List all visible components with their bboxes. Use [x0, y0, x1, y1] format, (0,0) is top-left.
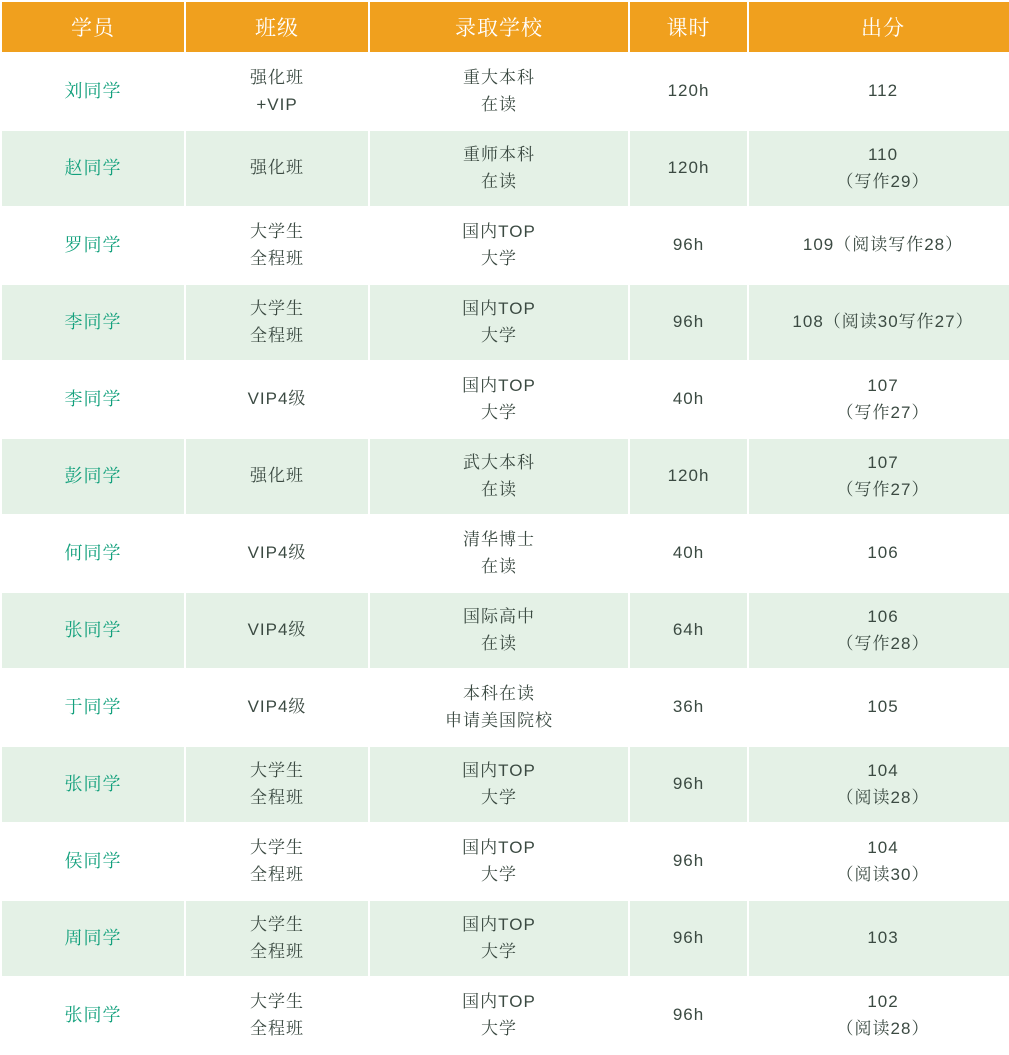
cell-class-line: 全程班: [250, 325, 304, 345]
table-row: [2, 593, 1009, 668]
table-row: [2, 670, 1009, 745]
cell-class-line: VIP4级: [247, 389, 307, 409]
cell-class-line: 全程班: [250, 864, 304, 884]
cell-school-line: 重大本科: [463, 68, 535, 88]
cell-score: [749, 670, 1009, 745]
cell-student-name: 赵同学: [2, 131, 184, 206]
cell-hours: 64h: [630, 593, 747, 668]
cell-class-line: 大学生: [250, 992, 304, 1012]
cell-school: [370, 593, 628, 668]
column-header-school: 录取学校: [370, 2, 628, 52]
cell-student-name: 张同学: [2, 593, 184, 668]
cell-school-line: 国内TOP: [462, 376, 536, 396]
cell-score: [749, 131, 1009, 206]
cell-school-line: 国内TOP: [462, 222, 536, 242]
cell-score: [749, 516, 1009, 591]
cell-student-name: 于同学: [2, 670, 184, 745]
cell-school-line: 武大本科: [463, 453, 535, 473]
cell-class-line: 全程班: [250, 248, 304, 268]
table-row: [2, 978, 1009, 1053]
cell-score-line: 108（阅读30写作27）: [792, 312, 974, 332]
cell-school-line: 在读: [481, 479, 517, 499]
cell-school-line: 国内TOP: [462, 761, 536, 781]
cell-class-line: 全程班: [250, 941, 304, 961]
cell-hours: 96h: [630, 978, 747, 1053]
cell-school-line: 本科在读: [463, 684, 535, 704]
cell-score: [749, 747, 1009, 822]
cell-school-line: 国内TOP: [462, 992, 536, 1012]
cell-score-line: 106: [867, 607, 899, 627]
table-row: [2, 54, 1009, 129]
cell-hours: 40h: [630, 362, 747, 437]
cell-school-line: 清华博士: [463, 530, 535, 550]
cell-class-line: 大学生: [250, 222, 304, 242]
cell-school: [370, 54, 628, 129]
cell-student-name: 何同学: [2, 516, 184, 591]
table-row: [2, 131, 1009, 206]
cell-score-line: 104: [867, 761, 899, 781]
table-header: [2, 2, 1009, 52]
cell-score-line: 107: [867, 376, 899, 396]
cell-school-line: 大学: [481, 325, 517, 345]
cell-class-line: 大学生: [250, 761, 304, 781]
cell-school: [370, 285, 628, 360]
table-row: [2, 747, 1009, 822]
cell-score-line: （阅读28）: [836, 787, 930, 807]
column-header-class: 班级: [186, 2, 368, 52]
cell-hours: 96h: [630, 208, 747, 283]
cell-school: [370, 670, 628, 745]
cell-hours: 96h: [630, 747, 747, 822]
cell-score-line: 103: [867, 928, 899, 948]
cell-school-line: 国内TOP: [462, 299, 536, 319]
cell-score-line: （写作27）: [836, 479, 930, 499]
cell-student-name: 周同学: [2, 901, 184, 976]
cell-hours: 120h: [630, 54, 747, 129]
cell-class: [186, 131, 368, 206]
cell-score: [749, 208, 1009, 283]
cell-score: [749, 285, 1009, 360]
cell-score-line: （写作28）: [836, 633, 930, 653]
cell-class-line: 大学生: [250, 915, 304, 935]
cell-score-line: 110: [867, 145, 899, 165]
cell-class: [186, 439, 368, 514]
cell-student-name: 刘同学: [2, 54, 184, 129]
cell-score-line: （写作27）: [836, 402, 930, 422]
cell-school-line: 在读: [481, 94, 517, 114]
cell-school-line: 重师本科: [463, 145, 535, 165]
table-row: [2, 901, 1009, 976]
cell-score-line: （阅读28）: [836, 1018, 930, 1038]
cell-class-line: 强化班: [250, 158, 304, 178]
cell-student-name: 罗同学: [2, 208, 184, 283]
cell-score-line: 112: [867, 81, 899, 101]
cell-school: [370, 747, 628, 822]
cell-hours: 96h: [630, 285, 747, 360]
cell-score: [749, 593, 1009, 668]
cell-student-name: 张同学: [2, 978, 184, 1053]
table-row: [2, 824, 1009, 899]
cell-class: [186, 54, 368, 129]
cell-score: [749, 978, 1009, 1053]
cell-school-line: 大学: [481, 787, 517, 807]
cell-score-line: （写作29）: [836, 171, 930, 191]
cell-class: [186, 285, 368, 360]
cell-hours: 120h: [630, 131, 747, 206]
column-header-hours: 课时: [630, 2, 747, 52]
cell-score-line: 107: [867, 453, 899, 473]
cell-class: [186, 516, 368, 591]
cell-school: [370, 362, 628, 437]
cell-school: [370, 901, 628, 976]
cell-score-line: 104: [867, 838, 899, 858]
cell-class: [186, 670, 368, 745]
cell-school-line: 大学: [481, 402, 517, 422]
cell-school-line: 在读: [481, 633, 517, 653]
cell-student-name: 侯同学: [2, 824, 184, 899]
cell-school: [370, 131, 628, 206]
cell-class-line: 强化班: [250, 68, 304, 88]
cell-class-line: 全程班: [250, 787, 304, 807]
cell-class-line: 全程班: [250, 1018, 304, 1038]
cell-school-line: 国内TOP: [462, 838, 536, 858]
cell-hours: 40h: [630, 516, 747, 591]
cell-student-name: 李同学: [2, 285, 184, 360]
cell-school-line: 国内TOP: [462, 915, 536, 935]
cell-hours: 120h: [630, 439, 747, 514]
cell-class-line: VIP4级: [247, 543, 307, 563]
cell-class-line: VIP4级: [247, 697, 307, 717]
cell-score-line: 106: [867, 543, 899, 563]
column-header-score: 出分: [749, 2, 1009, 52]
cell-score-line: 105: [867, 697, 899, 717]
table-row: [2, 285, 1009, 360]
cell-school-line: 国际高中: [463, 607, 535, 627]
cell-student-name: 张同学: [2, 747, 184, 822]
cell-class: [186, 978, 368, 1053]
table-row: [2, 362, 1009, 437]
cell-school-line: 在读: [481, 556, 517, 576]
cell-class-line: 强化班: [250, 466, 304, 486]
cell-school-line: 在读: [481, 171, 517, 191]
cell-class: [186, 362, 368, 437]
cell-school-line: 大学: [481, 941, 517, 961]
cell-student-name: 李同学: [2, 362, 184, 437]
cell-class: [186, 593, 368, 668]
cell-class: [186, 901, 368, 976]
cell-class-line: 大学生: [250, 838, 304, 858]
cell-score: [749, 362, 1009, 437]
cell-score: [749, 439, 1009, 514]
cell-school: [370, 439, 628, 514]
cell-hours: 36h: [630, 670, 747, 745]
cell-score: [749, 824, 1009, 899]
cell-score-line: 102: [867, 992, 899, 1012]
table-row: [2, 439, 1009, 514]
table-body: [2, 54, 1009, 1053]
cell-score-line: （阅读30）: [836, 864, 930, 884]
cell-class: [186, 208, 368, 283]
cell-class-line: VIP4级: [247, 620, 307, 640]
cell-school-line: 大学: [481, 864, 517, 884]
cell-class: [186, 824, 368, 899]
cell-student-name: 彭同学: [2, 439, 184, 514]
cell-hours: 96h: [630, 824, 747, 899]
cell-class: [186, 747, 368, 822]
cell-score: [749, 901, 1009, 976]
cell-score-line: 109（阅读写作28）: [802, 235, 964, 255]
cell-class-line: +VIP: [256, 94, 298, 114]
cell-class-line: 大学生: [250, 299, 304, 319]
cell-hours: 96h: [630, 901, 747, 976]
cell-school: [370, 824, 628, 899]
column-header-student: 学员: [2, 2, 184, 52]
cell-school-line: 大学: [481, 248, 517, 268]
cell-school: [370, 978, 628, 1053]
cell-school-line: 申请美国院校: [445, 710, 553, 730]
table-header-row: [2, 2, 1009, 52]
cell-school-line: 大学: [481, 1018, 517, 1038]
cell-school: [370, 516, 628, 591]
table-row: [2, 208, 1009, 283]
cell-school: [370, 208, 628, 283]
table-row: [2, 516, 1009, 591]
cell-score: [749, 54, 1009, 129]
